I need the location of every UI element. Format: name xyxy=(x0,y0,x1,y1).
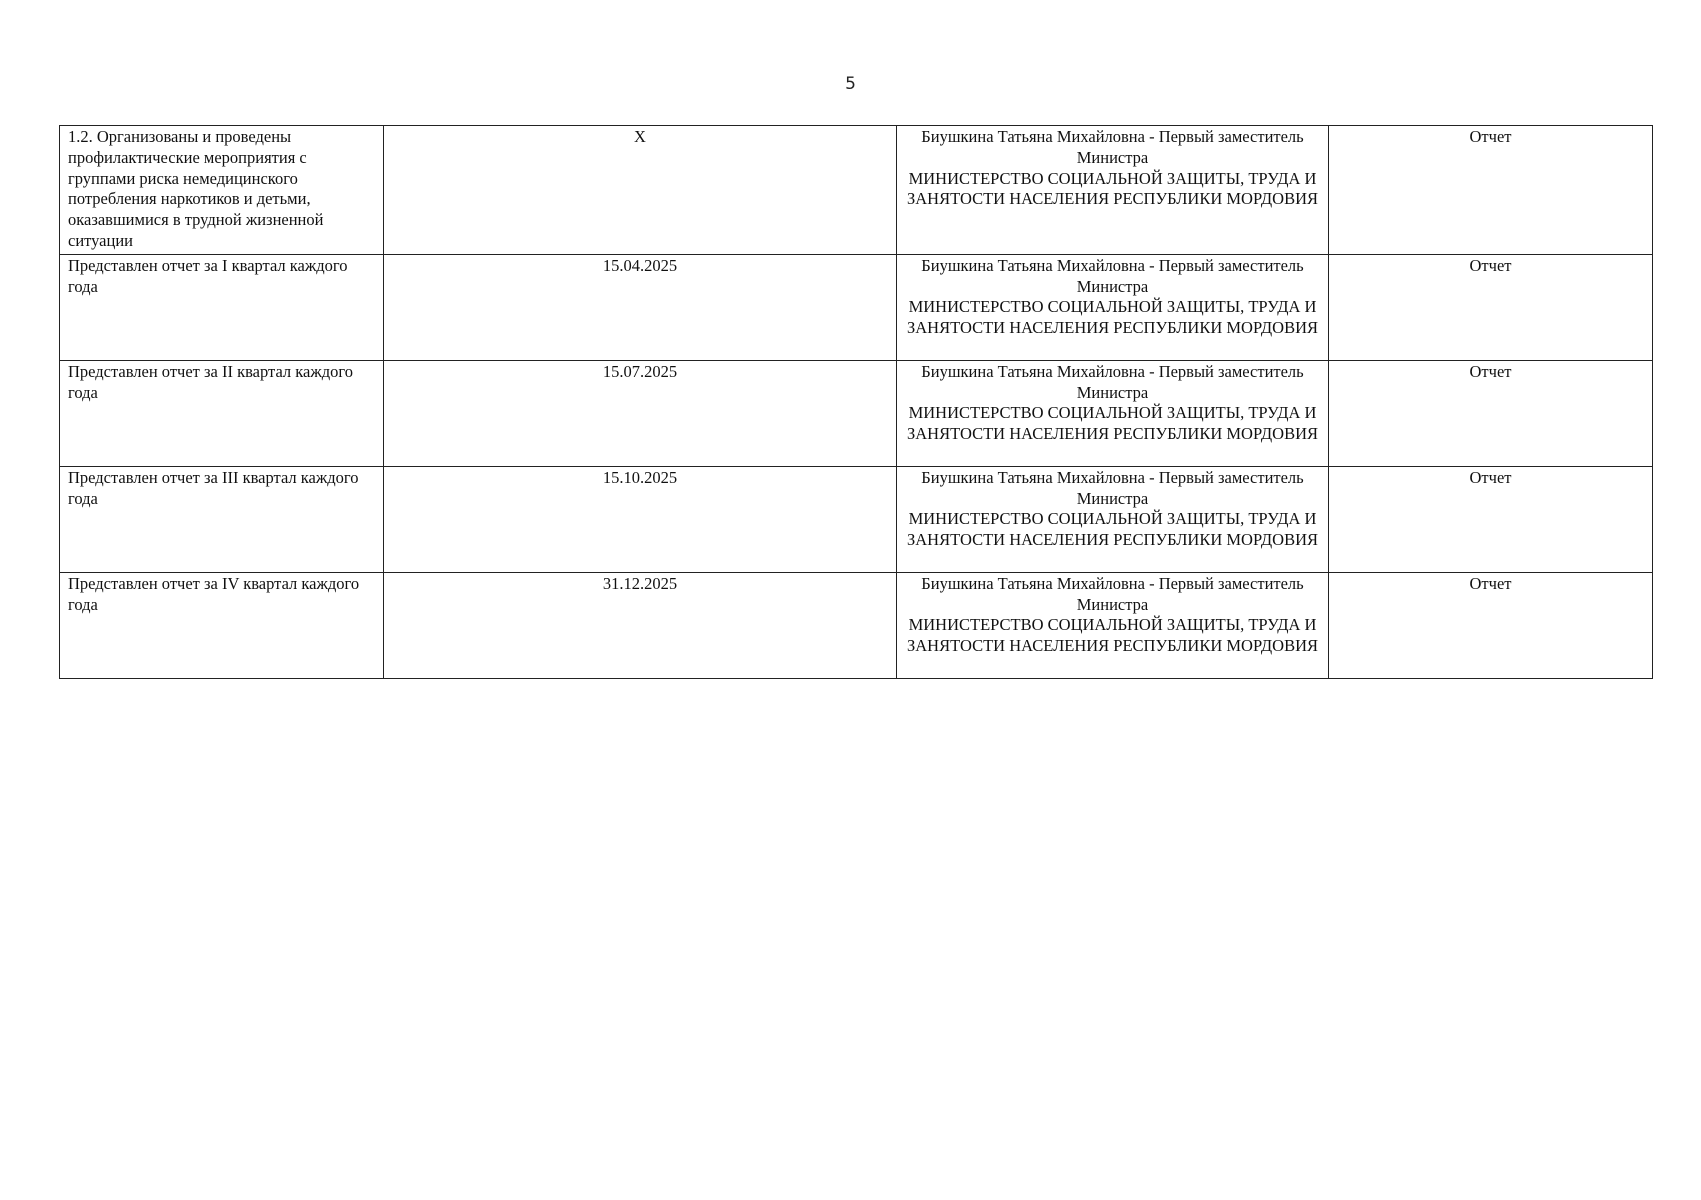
responsible-org: МИНИСТЕРСТВО СОЦИАЛЬНОЙ ЗАЩИТЫ, ТРУДА И ЗАНЯТОСТИ НАСЕЛЕНИЯ РЕСПУБЛИКИ МОРДОВИЯ xyxy=(906,509,1318,550)
table-row xyxy=(60,466,1653,572)
event-cell: Представлен отчет за IV квартал каждого года xyxy=(60,572,384,678)
event-cell: Представлен отчет за III квартал каждого года xyxy=(60,466,384,572)
responsible-name: Биушкина Татьяна Михайловна - Первый заместитель Министра xyxy=(921,361,1304,402)
table-row xyxy=(60,360,1653,466)
responsible-cell xyxy=(897,126,1329,255)
responsible-name: Биушкина Татьяна Михайловна - Первый заместитель Министра xyxy=(921,255,1304,296)
date-cell: X xyxy=(384,126,897,255)
event-cell: 1.2. Организованы и проведены профилактические мероприятия с группами риска немедицинского потребления наркотиков и детьми, оказавшимися в трудной жизненной ситуации xyxy=(60,126,384,255)
responsible-cell xyxy=(897,360,1329,466)
document-cell: Отчет xyxy=(1329,360,1653,466)
responsible-org: МИНИСТЕРСТВО СОЦИАЛЬНОЙ ЗАЩИТЫ, ТРУДА И ЗАНЯТОСТИ НАСЕЛЕНИЯ РЕСПУБЛИКИ МОРДОВИЯ xyxy=(906,615,1318,656)
event-cell: Представлен отчет за I квартал каждого года xyxy=(60,254,384,360)
responsible-org: МИНИСТЕРСТВО СОЦИАЛЬНОЙ ЗАЩИТЫ, ТРУДА И ЗАНЯТОСТИ НАСЕЛЕНИЯ РЕСПУБЛИКИ МОРДОВИЯ xyxy=(906,168,1318,209)
table-row xyxy=(60,254,1653,360)
document-cell: Отчет xyxy=(1329,466,1653,572)
plan-table xyxy=(59,125,1653,679)
document-cell: Отчет xyxy=(1329,254,1653,360)
date-cell: 31.12.2025 xyxy=(384,572,897,678)
responsible-org: МИНИСТЕРСТВО СОЦИАЛЬНОЙ ЗАЩИТЫ, ТРУДА И ЗАНЯТОСТИ НАСЕЛЕНИЯ РЕСПУБЛИКИ МОРДОВИЯ xyxy=(906,403,1318,444)
responsible-cell xyxy=(897,572,1329,678)
document-cell: Отчет xyxy=(1329,126,1653,255)
document-cell: Отчет xyxy=(1329,572,1653,678)
date-cell: 15.04.2025 xyxy=(384,254,897,360)
responsible-org: МИНИСТЕРСТВО СОЦИАЛЬНОЙ ЗАЩИТЫ, ТРУДА И ЗАНЯТОСТИ НАСЕЛЕНИЯ РЕСПУБЛИКИ МОРДОВИЯ xyxy=(906,297,1318,338)
page-number: 5 xyxy=(845,74,856,94)
responsible-name: Биушкина Татьяна Михайловна - Первый заместитель Министра xyxy=(921,467,1304,508)
responsible-name: Биушкина Татьяна Михайловна - Первый заместитель Министра xyxy=(921,573,1304,614)
responsible-cell xyxy=(897,254,1329,360)
date-cell: 15.07.2025 xyxy=(384,360,897,466)
table-row xyxy=(60,572,1653,678)
responsible-cell xyxy=(897,466,1329,572)
date-cell: 15.10.2025 xyxy=(384,466,897,572)
event-cell: Представлен отчет за II квартал каждого года xyxy=(60,360,384,466)
table-row xyxy=(60,126,1653,255)
responsible-name: Биушкина Татьяна Михайловна - Первый заместитель Министра xyxy=(921,127,1304,167)
